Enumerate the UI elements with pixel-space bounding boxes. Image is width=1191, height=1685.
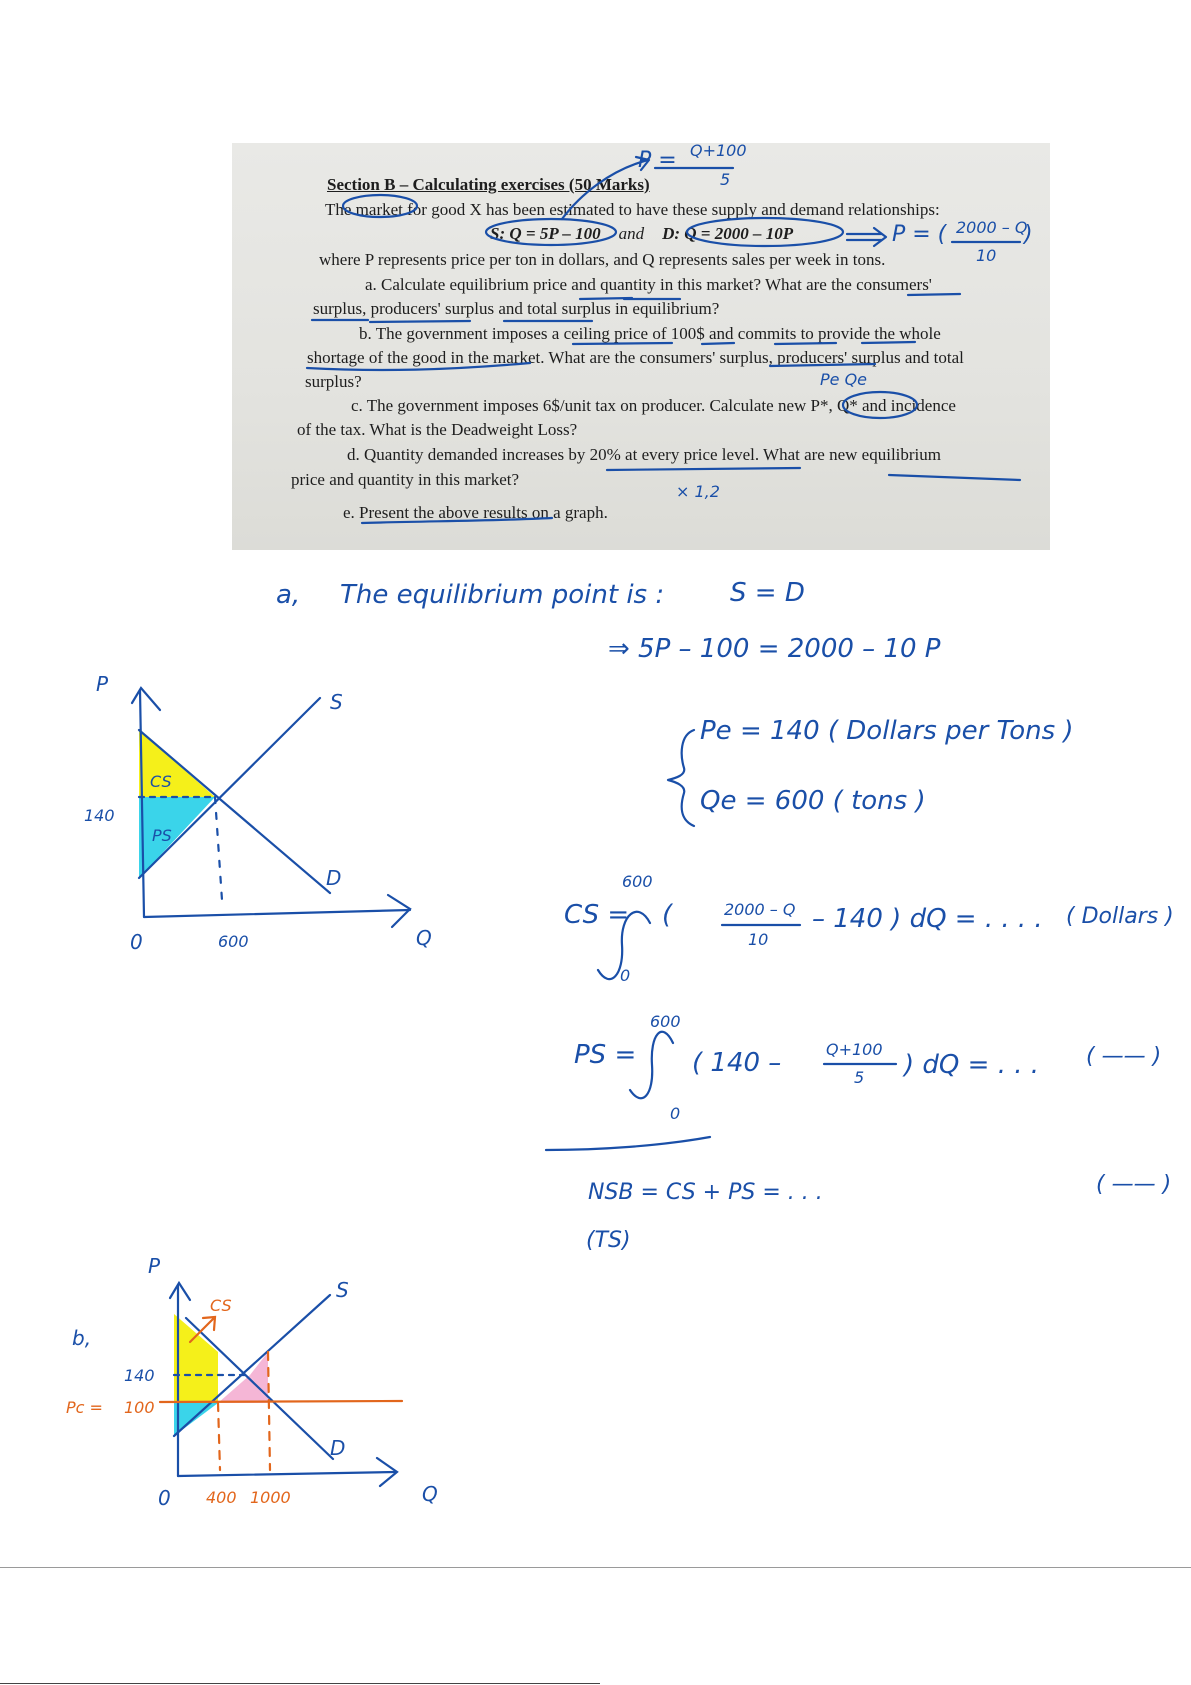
demand-equation: D: Q = 2000 – 10P	[662, 224, 794, 243]
underline-provide	[862, 342, 915, 343]
arrow-to-inverse-supply	[562, 160, 648, 219]
graph-a-q-axis-label: Q	[416, 926, 432, 950]
graph-b-p-axis-label: P	[148, 1254, 161, 1278]
integral-ps	[630, 1032, 673, 1098]
underline-20-percent	[607, 468, 800, 470]
cs-pointer-arrow	[190, 1317, 215, 1342]
graph-b	[160, 1283, 402, 1486]
question-d-line2: price and quantity in this market?	[291, 470, 520, 489]
page-divider	[0, 1567, 1191, 1568]
equation-step: ⇒ 5P – 100 = 2000 – 10 P	[608, 634, 941, 664]
ps-tail: ) dQ = . . .	[904, 1050, 1040, 1080]
underline-producers2	[770, 364, 875, 366]
ps-upper-limit: 600	[650, 1012, 681, 1031]
cs-label: CS =	[564, 900, 630, 930]
graph-b-origin: 0	[158, 1486, 171, 1510]
p-axis-arrow-a	[132, 688, 160, 710]
underline-new-equilibrium	[889, 475, 1020, 480]
graph-a-cs-label: CS	[150, 772, 172, 791]
equilibrium-price: Pe = 140 ( Dollars per Tons )	[700, 716, 1074, 746]
question-c-line1: c. The government imposes 6$/unit tax on producer. Calculate new P*, Q* and incidence	[351, 396, 956, 415]
part-b-label: b,	[72, 1326, 92, 1350]
graph-b-q-high: 1000	[250, 1488, 291, 1507]
cs-denominator: 10	[748, 930, 769, 949]
q-high-dash	[268, 1352, 270, 1470]
ps-head: ( 140 –	[692, 1048, 782, 1078]
equilibrium-title: The equilibrium point is :	[340, 580, 665, 610]
inverse-supply-den: 5	[720, 170, 731, 189]
question-a-line2: surplus, producers' surplus and total surplus in equilibrium?	[313, 299, 720, 318]
graph-a-origin: 0	[130, 930, 143, 954]
and-word: and	[618, 224, 645, 243]
ps-lower-limit: 0	[670, 1104, 681, 1123]
inverse-demand-close: )	[1024, 222, 1033, 247]
times-annotation: × 1,2	[676, 482, 720, 501]
circle-market	[343, 195, 417, 217]
ceiling-price-line	[160, 1401, 402, 1402]
ps-label: PS =	[574, 1040, 637, 1070]
q-axis-a	[144, 910, 410, 917]
ps-unit: ( —— )	[1086, 1044, 1162, 1069]
ps-denominator: 5	[854, 1068, 865, 1087]
underline-commits	[775, 343, 836, 344]
footer-rule	[0, 1683, 600, 1684]
underline-consumers	[908, 294, 960, 295]
inverse-demand-num: 2000 – Q	[956, 218, 1028, 237]
ps-numerator: Q+100	[826, 1040, 883, 1059]
question-b-line3: surplus?	[305, 372, 362, 391]
underline-ceiling-price	[573, 343, 672, 344]
underline-present	[362, 518, 552, 523]
cs-upper-limit: 600	[622, 872, 653, 891]
question-c-line2: of the tax. What is the Deadweight Loss?	[297, 420, 578, 439]
qe-dash-a	[215, 797, 222, 900]
graph-b-cs-label: CS	[210, 1296, 232, 1315]
equilibrium-quantity: Qe = 600 ( tons )	[700, 786, 926, 816]
graph-b-q-axis-label: Q	[422, 1482, 438, 1506]
cs-unit: ( Dollars )	[1066, 904, 1174, 929]
question-d-line1: d. Quantity demanded increases by 20% at every price level. What are new equilibrium	[347, 445, 941, 464]
graph-a-demand-label: D	[326, 866, 342, 890]
sum-line	[546, 1137, 710, 1150]
implies-arrow	[847, 228, 886, 246]
graph-a-p-axis-label: P	[96, 672, 109, 696]
p-axis-arrow-b	[170, 1283, 190, 1300]
cs-lower-limit: 0	[620, 966, 631, 985]
graph-b-ceiling-price: 100	[124, 1398, 155, 1417]
graph-b-demand-label: D	[330, 1436, 346, 1460]
q-axis-b	[178, 1472, 395, 1476]
question-a-line1: a. Calculate equilibrium price and quantity in this market? What are the consumers'	[365, 275, 932, 294]
underline-producers-surplus	[370, 321, 470, 322]
q-low-dash	[218, 1403, 220, 1470]
brace	[668, 730, 694, 826]
graph-a-quantity-label: 600	[218, 932, 249, 951]
intro-line: The market for good X has been estimated to have these supply and demand relationships:	[325, 200, 940, 219]
circle-demand-eq	[687, 218, 843, 246]
circle-p-q	[843, 392, 917, 418]
graph-b-ceiling-label: Pc =	[66, 1398, 103, 1417]
question-e-line: e. Present the above results on a graph.	[343, 503, 608, 522]
inverse-supply-p: P =	[638, 148, 677, 173]
s-equals-d: S = D	[730, 578, 805, 608]
graph-a-ps-label: PS	[152, 826, 172, 845]
cs-tail: – 140 ) dQ = . . . .	[812, 904, 1043, 934]
supply-equation: S: Q = 5P – 100	[490, 224, 601, 243]
inverse-demand-lhs: P = (	[892, 222, 947, 247]
graph-b-q-low: 400	[206, 1488, 237, 1507]
pe-qe-annotation: Pe Qe	[820, 370, 868, 389]
cs-open-paren: (	[662, 900, 673, 930]
circle-supply-eq	[486, 219, 616, 245]
graph-a-supply-label: S	[330, 690, 343, 714]
graph-b-price-label: 140	[124, 1366, 155, 1385]
graph-a-price-label: 140	[84, 806, 115, 825]
inverse-supply-num: Q+100	[690, 141, 747, 160]
nsb-unit: ( —— )	[1096, 1172, 1172, 1197]
question-b-line2: shortage of the good in the market. What are the consumers' surplus, producers' surplus and total	[307, 348, 964, 367]
section-heading: Section B – Calculating exercises (50 Marks)	[327, 175, 650, 194]
underline-shortage	[307, 363, 530, 370]
ts-label: (TS)	[586, 1228, 631, 1253]
nsb-line: NSB = CS + PS = . . .	[588, 1180, 823, 1205]
part-a-label: a,	[276, 580, 301, 610]
definition-line: where P represents price per ton in dollars, and Q represents sales per week in tons.	[319, 250, 886, 269]
cs-numerator: 2000 – Q	[724, 900, 796, 919]
question-b-line1: b. The government imposes a ceiling price of 100$ and commits to provide the whole	[359, 324, 941, 343]
graph-a	[132, 688, 410, 927]
graph-b-supply-label: S	[336, 1278, 349, 1302]
inverse-demand-den: 10	[976, 246, 997, 265]
underline-100	[702, 343, 734, 344]
